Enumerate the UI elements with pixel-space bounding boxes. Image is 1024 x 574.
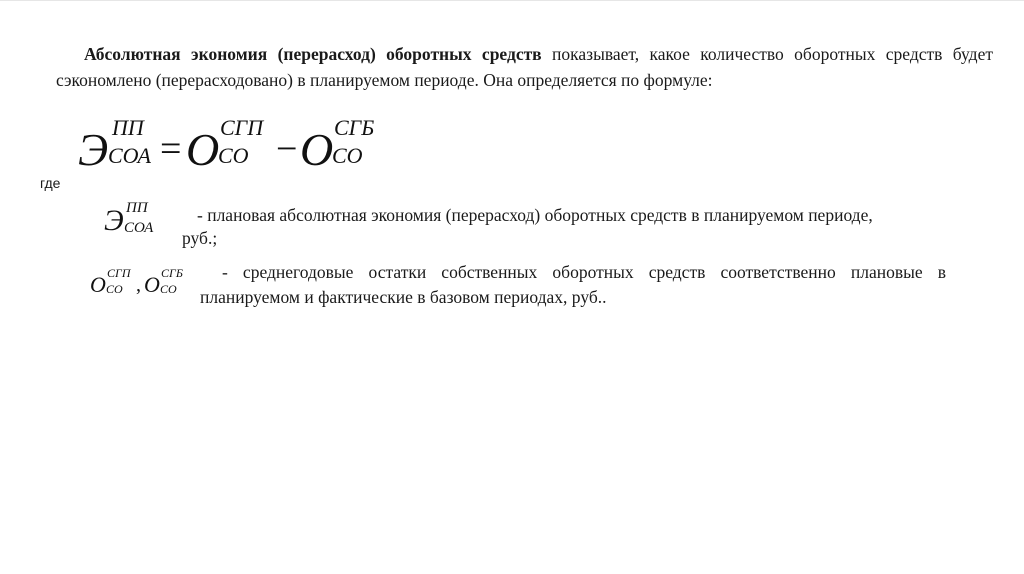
formula-equals: =	[160, 128, 182, 170]
definition-1-text: - плановая абсолютная экономия (перерасход) оборотных средств в планируемом периоде, руб.;	[182, 205, 873, 248]
formula-o2-sub: СО	[332, 143, 363, 168]
def2-symbol-b: О	[144, 272, 160, 297]
def1-sup: ПП	[126, 200, 148, 216]
formula-lhs-symbol: Э	[78, 124, 109, 175]
def2-symbol-a: О	[90, 272, 106, 297]
def1-symbol: Э	[104, 204, 124, 237]
formula-minus: −	[276, 128, 298, 170]
intro-text: показывает, какое количество оборотных средств будет сэкономлено (перерасходовано) в планируемом периоде. Она определяется по формуле:	[56, 44, 993, 90]
formula-o1-symbol: О	[186, 124, 220, 175]
formula-o2-sup: СГБ	[334, 115, 375, 140]
formula-lhs-sup: ПП	[112, 115, 144, 140]
def2-sup-b: СГБ	[161, 266, 183, 280]
intro-term: Абсолютная экономия (перерасход) оборотных средств	[84, 44, 542, 64]
def2-sub-a: СО	[106, 282, 123, 296]
definition-2-symbol	[90, 266, 190, 300]
definition-1-symbol	[104, 200, 174, 246]
formula-o1-sub: СО	[218, 143, 249, 168]
def2-sup-a: СГП	[107, 266, 131, 280]
formula-lhs-sub: СОА	[108, 143, 151, 168]
def2-separator: ,	[136, 274, 141, 296]
intro-paragraph	[56, 41, 993, 93]
formula-o2-symbol: О	[300, 124, 334, 175]
def1-sub: СОА	[124, 220, 154, 236]
top-border-line	[0, 0, 1024, 1]
def2-sub-b: СО	[160, 282, 177, 296]
definition-2-text: - среднегодовые остатки собственных оборотных средств соответственно плановые в планируемом и фактические в базовом периодах, руб..	[200, 262, 946, 307]
where-label: где	[40, 175, 61, 191]
formula-o1-sup: СГП	[220, 115, 264, 140]
